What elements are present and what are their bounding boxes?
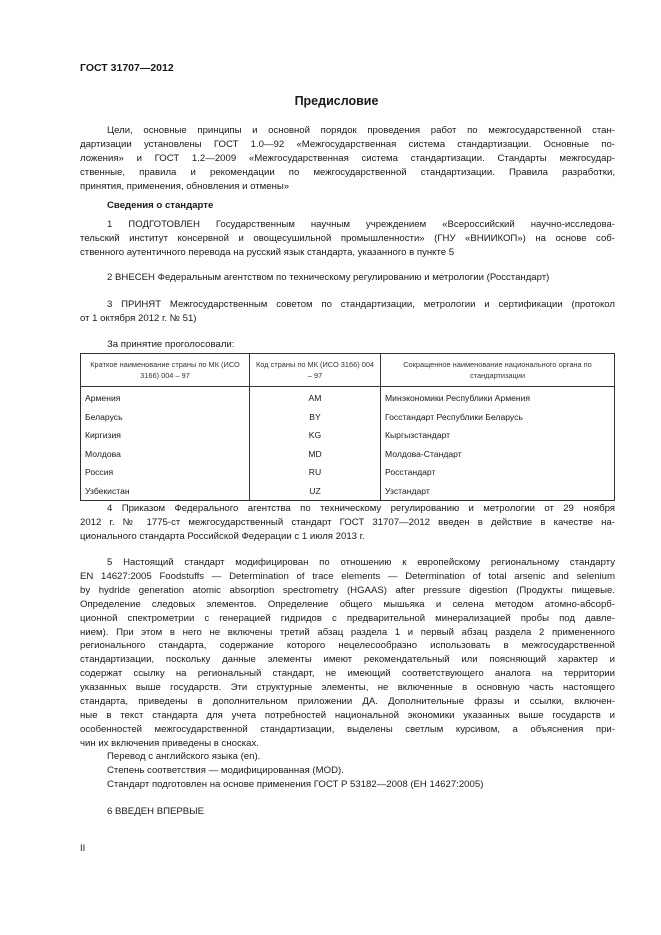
intro-line: ственные, правила и рекомендации по межгосударственной стандартизации. Правила разработки, (80, 166, 615, 178)
compliance-note: Степень соответствия — модифицированная (MOD). (107, 765, 344, 776)
item-5-paragraph (80, 556, 615, 751)
item-1-paragraph (80, 218, 615, 260)
body-cell: Узстандарт (381, 482, 615, 501)
item-4-line: 2012 г. № 1775-ст межгосударственный стандарт ГОСТ 31707—2012 введен в действие в качестве на- (80, 516, 615, 528)
item-4-line: 4 Приказом Федерального агентства по техническому регулированию и метрологии от 29 ноября (107, 503, 615, 514)
item-5-line: 5 Настоящий стандарт модифицирован по отношению к европейскому региональному стандарту (107, 557, 615, 568)
item-5-line: EN 14627:2005 Foodstuffs — Determination of trace elements — Determination of total arsenic and selenium (80, 570, 615, 582)
table-header-body: Сокращенное наименование национального органа по стандартизации (381, 354, 615, 387)
item-5-line: чин их включения приведены в сносках. (80, 737, 259, 749)
item-1-line: тельский институт консервной и овощесушильной промышленности» (ГНУ «ВНИИКОП») на основе соб- (80, 232, 615, 244)
item-5-line: ные в текст стандарта для учета потребностей национальной экономики указанных выше государств и (80, 709, 615, 721)
member-states-table (80, 353, 615, 501)
item-6-paragraph: 6 ВВЕДЕН ВПЕРВЫЕ (107, 806, 205, 817)
item-5-line: указанных выше государств. Эти структурные элементы, не включенные в основную часть настоящего (80, 682, 615, 694)
intro-line: ложения» и ГОСТ 1.2—2009 «Межгосударственная система стандартизации. Стандарты межгосудар- (80, 152, 615, 164)
item-5-line: регионального стандарта, содержание которого нецелесообразно использовать в межгосударственной (80, 640, 615, 652)
item-5-line: стандартизации, поскольку данные элементы имеют рекомендательный или поясняющий характер и (80, 654, 615, 666)
intro-line: дартизации установлены ГОСТ 1.0—92 «Межгосударственная система стандартизации. Основные по- (80, 138, 615, 150)
country-cell: Россия (81, 463, 250, 482)
table-header-code: Код страны по МК (ИСО 3166) 004 – 97 (250, 354, 381, 387)
table-row (81, 482, 615, 501)
item-1-line: 1 ПОДГОТОВЛЕН Государственным научным учреждением «Всероссийский научно-исследова- (107, 219, 615, 230)
intro-line: принятия, применения, обновления и отмены» (80, 180, 290, 192)
table-header-row (81, 354, 615, 387)
intro-line: Цели, основные принципы и основной порядок проведения работ по межгосударственной стан- (107, 125, 615, 136)
table-row (81, 426, 615, 445)
table-row (81, 463, 615, 482)
item-5-line: Определение следовых элементов. Определение общего мышьяка и селена методом атомно-абсорб- (80, 598, 615, 610)
item-3-line: от 1 октября 2012 г. № 51) (80, 312, 197, 324)
body-cell: Росстандарт (381, 463, 615, 482)
item-5-line: стандарта, приведены в дополнительном приложении ДА. Дополнительные фразы и ссылки, включен- (80, 696, 615, 708)
intro-paragraph (80, 124, 615, 194)
item-3-line: 3 ПРИНЯТ Межгосударственным советом по стандартизации, метрологии и сертификации (протокол (107, 299, 615, 310)
translation-note: Перевод с английского языка (en). (107, 751, 261, 762)
code-cell: RU (250, 463, 381, 482)
item-5-line: особенностей межгосударственной стандартизации, выделены светлым курсивом, а объяснения при- (80, 723, 615, 735)
code-cell: AM (250, 387, 381, 408)
country-cell: Молдова (81, 445, 250, 464)
item-4-paragraph (80, 502, 615, 544)
code-cell: MD (250, 445, 381, 464)
item-4-line: ционального стандарта Российской Федерации с 1 июля 2013 г. (80, 530, 365, 542)
body-cell: Минэкономики Республики Армения (381, 387, 615, 408)
standard-code-header: ГОСТ 31707—2012 (80, 62, 174, 74)
country-cell: Беларусь (81, 408, 250, 427)
item-5-line: содержат ссылку на региональный стандарт, не имеющий соответствующего аналога на территории (80, 668, 615, 680)
body-cell: Госстандарт Республики Беларусь (381, 408, 615, 427)
prepared-note: Стандарт подготовлен на основе применения ГОСТ Р 53182—2008 (ЕН 14627:2005) (107, 779, 484, 790)
table-header-country: Краткое наименование страны по МК (ИСО 3166) 004 – 97 (81, 354, 250, 387)
item-5-line: ционной спектрометрии с генерацией гидридов с предварительной минерализацией пробы под давле- (80, 612, 615, 624)
country-cell: Киргизия (81, 426, 250, 445)
item-1-line: ственного аутентичного перевода на русский язык стандарта, указанного в пункте 5 (80, 246, 455, 258)
table-row (81, 387, 615, 408)
item-3-paragraph (80, 298, 615, 326)
code-cell: KG (250, 426, 381, 445)
body-cell: Кыргызстандарт (381, 426, 615, 445)
page-number: II (80, 843, 86, 854)
item-5-line: нием). При этом в него не включены третий абзац раздела 1 и первый абзац раздела 2 примененного (80, 626, 615, 638)
country-cell: Узбекистан (81, 482, 250, 501)
country-cell: Армения (81, 387, 250, 408)
table-row (81, 445, 615, 464)
page-title: Предисловие (294, 94, 379, 108)
item-2-paragraph: 2 ВНЕСЕН Федеральным агентством по техническому регулированию и метрологии (Росстандарт) (107, 272, 550, 283)
vote-caption: За принятие проголосовали: (107, 339, 235, 350)
body-cell: Молдова-Стандарт (381, 445, 615, 464)
code-cell: UZ (250, 482, 381, 501)
code-cell: BY (250, 408, 381, 427)
table-row (81, 408, 615, 427)
info-heading: Сведения о стандарте (107, 200, 214, 211)
item-5-line: by hydride generation atomic absorption spectrometry (HGAAS) after pressure digestion (Продукты пищевые. (80, 584, 615, 596)
